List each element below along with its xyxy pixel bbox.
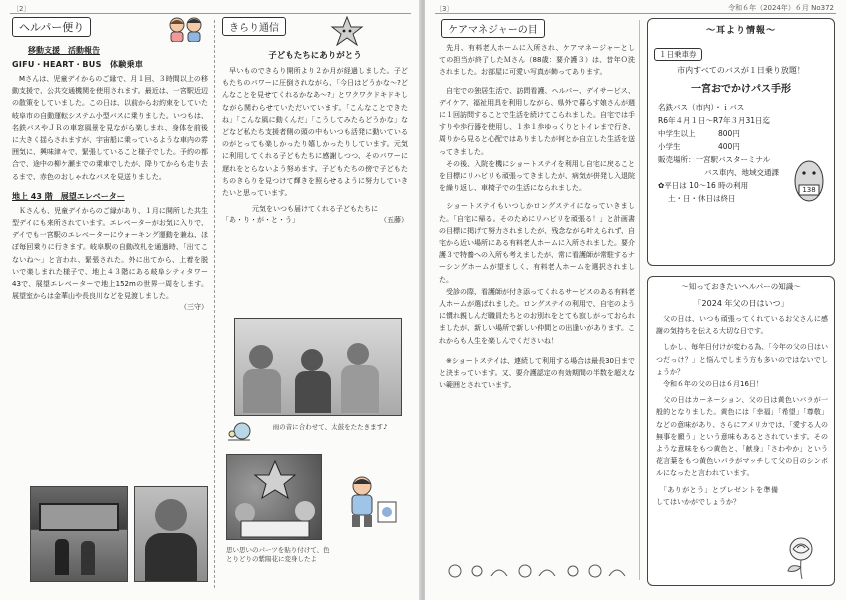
care-paragraph-5: 受診の際、看護師が付き添ってくれるサービスのある有料老人ホームが選ばれました。ロングステイの利用で、自宅のように慣れ親しんだ職員たちとのお別れをとても寂しがっておられましたが、新しい場所で新しい仲間との出逢いがあります。これからも人生を楽しんでくださいね！ [439,287,635,345]
care-paragraph-2: 自宅での独居生活で、訪問看護、ヘルパー、デイサービス、デイケア、福祉用具を利用しながら、県外で暮らす娘さんが週に１回訪問することで生活を続けてこられました。自宅では手すりや歩行器を使用し、１歩１歩ゆっくりとトイレまで行き、周りから見ると心配ではありましたが何とか自立した生活を送ってきました。 [439,86,635,156]
fare-row-2: 小学生 400円 [658,142,740,151]
rose-icon [776,535,826,579]
hydrangea-art-photo [226,454,322,540]
kirari-title: 子どもたちにありがとう [268,51,362,61]
mascot-number: 138 [802,186,816,194]
ticket-label-row [654,42,834,61]
kirari-thanks: 「あ・り・が・と・う」 [222,216,299,225]
info-heading: ～耳より情報～ [705,26,776,36]
helper-column [12,16,208,486]
elevator-title: 地上 43 階 展望エレベーター [12,191,125,201]
kirari-heading-row [222,16,408,46]
caremanager-heading: ケアマネジャーの目 [441,19,545,38]
ticket-label: １日乗車券 [654,48,702,61]
info-box [647,18,835,266]
helper-signature: （三守） [180,303,208,312]
snail-icon [226,420,254,442]
issue-header: 令和６年（2024年）６月 No372 [728,4,834,12]
bus-name: 名鉄バス（市内）・ｉバス [658,103,745,112]
right-page [425,0,846,600]
knowledge-paragraph-5: 「ありがとう」とプレゼントを準備してはいかがでしょうか？ [656,485,778,506]
bus-body: Mさんは、児童デイからのご縁で、月１回、３時間以上の移動支援で、公共交通機関を使用されます。最近は、一宮駅近辺の散策をしていました。この日は、以前からお約束をしていた岐阜市の自動運転システム小型バスに乗りました。いつもは、名鉄バスやＪＲの車窓風景を見ながら楽しまれ、身体を前後に大きく揺らされますが、宇宙船に乗っているような車内の雰囲気に、興味津々で、緊張していること様子でした。予約の都合で、途中の柳ケ瀬までの乗車でしたが、降りてからも走り去るまで、赤色のおしゃれなバスを見送りました。 [12,75,208,181]
fare-row-1: 中学生以上 800円 [658,129,740,138]
helper-heading: ヘルパー便り [12,17,91,37]
column-divider [214,20,215,588]
knowledge-body [648,309,834,508]
sales-row-2: バス車内、地域交通課 [704,168,779,177]
knowledge-paragraph-1: 父の日は、いつも頑張ってくれているお父さんに感謝の気持ちを伝える大切な日です。 [656,315,828,336]
knowledge-heading: ～知っておきたいヘルパーの知識～ [681,282,801,291]
child-painting-icon [340,472,400,532]
kirari-heading: きらり通信 [222,17,286,36]
kirari-signature: （五藤） [380,216,408,225]
care-paragraph-3: その後、入院を機にショートステイを利用し自宅に戻ることを目標にリハビリも頑張ってきましたが、病気が併発し入退院を繰り返し、車椅子での生活になられました。 [439,159,635,193]
column-divider-right [639,20,640,580]
city-mascot [790,157,828,205]
care-paragraph-4: ショートステイもいつしかロングステイになっていきました。「自宅に帰る。そのためにリハビリを頑張る！」と計画書の目標に掲げて努力されましたが、残念ながら叶えられず、自宅から近い場所にある有料老人ホームに入所されました。要介護３で特養への入所も考えましたが、常に看護師が常駐するナーシングホームが望ましく、有料老人ホームを選択されました。 [439,202,635,284]
helper-heading-row [12,16,208,42]
helper-knowledge-box [647,276,835,586]
caremanager-heading-row [441,18,635,38]
drum-activity-photo [234,318,402,416]
top-rule [10,13,411,14]
kirari-body: 早いものできらり開所より２か月が経過しました。子どもたちのパワーに圧倒されながら、「今日はどうかな～?どんなことを見せてくれるかなあ～?」とワクワクドキドキしながら関わらせていただいています。「こんなことできたね」「こんな風に動くんだ」「こうしてみたらどうかな」などなど私たち支援者側の頭の中もいつも活発に動いているのがとっても楽しかったり嬉しかったりしています。元気に利用してくれる子どもたちに感謝しつつ、そのパワーに遅れをとらないよう努めます。子どもたちの傍で子どもたちのきらりを見つけて輝きを照らせるように努力していきたいと思っています。 [222,67,408,198]
bus-title: GIFU・HEART・BUS 体験乗車 [12,60,144,69]
knowledge-paragraph-3: 令和６年の父の日は６月16日！ [656,380,763,389]
kirari-slogan: 元気をいつも届けてくれる子どもたちに [252,205,378,214]
page-number-left: 〔2〕 [12,5,31,13]
days-row: 土・日・休日は終日 [668,194,736,203]
knowledge-paragraph-2: しかし、毎年日付けが変わる為、「今年の父の日はいつだっけ？」と悩んでしまう方も多いのではないでしょうか？ [656,343,828,376]
care-paragraph-1: 先月、有料老人ホームに入所され、ケアマネージャーとしての担当が終了したＭさん（88歳：要介護３）は、昔年Ｏ洗されました。お部屋に可愛い写真が飾ってあります。 [439,44,635,77]
decorative-animals-border-icon [441,560,637,580]
helpers-illustration-icon [166,16,204,42]
sales-row: 販売場所：一宮駅バスターミナル [658,155,771,164]
bus-photo [30,486,128,582]
knowledge-subtitle: 「2024 年父の日はいつ」 [693,299,789,308]
city-mascot-icon [790,157,828,205]
caremanager-column [439,18,635,556]
kirari-thanks-row [222,215,408,225]
hydrangea-caption: 思い思いのパーツを貼り付けて、色とりどりの紫陽花に変身したよ [226,546,330,563]
shortstay-note: ※ショートステイは、連続して利用する場合は最長30日までと決まっています。又、要介護認定の有効期間の半数を超えない範囲とされています。 [439,356,635,390]
hours-row: ✿平日は 10～16 時の利用 [658,181,749,190]
ticket-line-1: 市内すべてのバスが１日乗り放題！ [677,66,805,75]
ticket-name: 一宮おでかけパス手形 [691,84,791,95]
top-rule-right [435,13,836,14]
left-page [0,0,421,600]
kirari-column [222,16,408,302]
elevator-body: Ｋさんも、児童デイからのご縁があり、１月に開所した共生型デイにも来所されています。エレベーターがお気に入りで、デイでも一宮駅のエレベーターにウォーキング運動を兼ね、ほぼ毎回乗りに行きます。岐阜駅の自動改札を通過時、「出てこないね～」と言われ、緊張された。外に出てから、上着を脱いで楽しまれた様子で、地上４３階にある岐阜シティタワー43で、展望エレベーターで地上152mの世界一周をします。展望室からは金華山や長良川などを見渡しました。 [12,206,208,301]
validity-period: R6年４月１日～R7年３月31日迄 [658,116,771,125]
helper-subheading: 移動支援 活動報告 [28,46,100,55]
knowledge-paragraph-4: 父の日はカーネーション、父の日は黄色いバラが一般的となりました。黄色には「幸福」「希望」「尊敬」などの意味があり、さらにアメリカでは、「愛する人の無事を願う」という意味もあるとされています。そのような意味をもつ黄色と、「献身」「さわやか」という花言葉をもつ黄色いバラがマッチして父の日のシンボルになったと言われています。 [656,396,828,478]
drum-caption: 雨の音に合わせて、太鼓をたたきます♪ [272,423,388,431]
page-number-right: 〔3〕 [435,5,454,13]
star-mascot-icon [330,16,364,46]
elevator-photo [134,486,208,582]
